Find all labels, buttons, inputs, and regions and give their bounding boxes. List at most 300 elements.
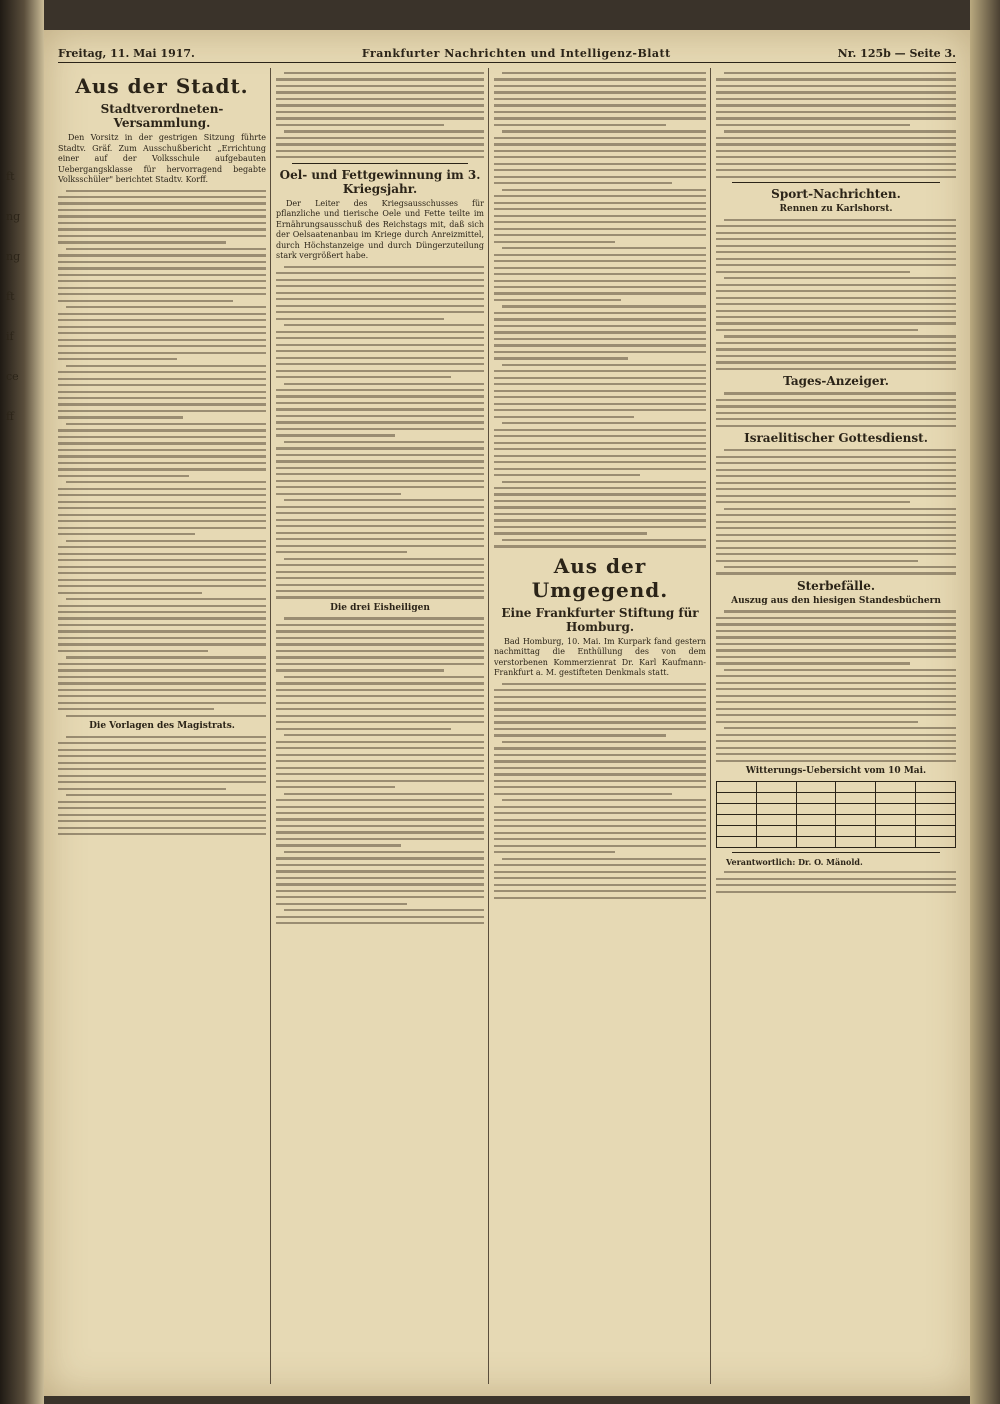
text-line	[276, 532, 484, 534]
text-line	[58, 749, 266, 751]
article-body	[276, 617, 484, 924]
text-line	[58, 814, 266, 816]
text-line	[494, 702, 706, 704]
text-line	[716, 495, 956, 497]
text-line	[66, 598, 266, 600]
text-line	[58, 559, 266, 561]
text-line	[716, 284, 956, 286]
text-line	[502, 741, 706, 743]
text-line	[58, 689, 266, 691]
subhead-oel-fett: Oel- und Fettgewinnung im 3. Kriegsjahr.	[279, 167, 481, 196]
text-line	[716, 740, 956, 742]
text-line	[58, 378, 266, 380]
text-line	[716, 701, 956, 703]
text-line	[494, 890, 706, 892]
text-line	[58, 202, 266, 204]
text-line	[276, 721, 484, 723]
text-line	[494, 773, 706, 775]
gutter-glyph: ff	[6, 410, 14, 423]
sport-subtitle: Rennen zu Karlshorst.	[779, 204, 893, 215]
text-line	[276, 460, 484, 462]
text-line	[276, 305, 484, 307]
text-line	[716, 623, 956, 625]
text-line	[494, 819, 706, 821]
text-line	[276, 624, 484, 626]
text-line	[494, 519, 706, 521]
text-line	[284, 441, 484, 443]
text-line	[58, 682, 266, 684]
text-line	[58, 788, 226, 790]
text-line	[276, 98, 484, 100]
text-line	[58, 801, 266, 803]
text-line	[716, 572, 956, 574]
text-line	[276, 143, 484, 145]
text-line	[276, 350, 484, 352]
subhead-eisheiligen: Die drei Eisheiligen	[330, 602, 430, 613]
text-line	[58, 416, 183, 418]
text-line	[494, 429, 706, 431]
text-line	[716, 245, 956, 247]
text-line	[716, 553, 956, 555]
text-line	[58, 762, 266, 764]
text-line	[716, 534, 956, 536]
text-line	[58, 643, 266, 645]
text-line	[494, 117, 706, 119]
article-body	[58, 736, 266, 835]
text-line	[494, 506, 706, 508]
text-line	[716, 98, 956, 100]
text-line	[276, 434, 395, 436]
text-line	[276, 870, 484, 872]
text-line	[58, 326, 266, 328]
text-line	[494, 377, 706, 379]
text-line	[66, 656, 266, 658]
text-line	[494, 98, 706, 100]
text-line	[494, 202, 706, 204]
text-line	[494, 344, 706, 346]
text-line	[494, 208, 706, 210]
text-line	[58, 228, 266, 230]
text-line	[58, 274, 266, 276]
text-line	[724, 392, 956, 394]
text-line	[276, 630, 484, 632]
text-line	[716, 636, 956, 638]
text-line	[284, 499, 484, 501]
text-line	[58, 585, 266, 587]
text-line	[716, 649, 956, 651]
divider	[732, 852, 940, 853]
text-line	[716, 111, 956, 113]
text-line	[276, 857, 484, 859]
text-line	[66, 306, 266, 308]
text-line	[58, 261, 266, 263]
text-line	[58, 235, 266, 237]
text-line	[716, 560, 918, 562]
text-line	[58, 514, 266, 516]
text-line	[494, 545, 706, 547]
text-line	[58, 501, 266, 503]
text-line	[494, 825, 706, 827]
text-line	[494, 838, 706, 840]
text-line	[58, 546, 266, 548]
text-line	[716, 675, 956, 677]
text-line	[58, 462, 266, 464]
text-line	[494, 715, 706, 717]
text-line	[724, 130, 956, 132]
text-line	[58, 676, 266, 678]
text-line	[276, 493, 401, 495]
text-line	[58, 820, 266, 822]
text-line	[276, 702, 484, 704]
text-line	[58, 630, 266, 632]
text-line	[276, 454, 484, 456]
text-line	[276, 682, 484, 684]
text-line	[724, 277, 956, 279]
text-line	[58, 352, 266, 354]
text-line	[276, 538, 484, 540]
text-line	[494, 760, 706, 762]
text-line	[494, 351, 706, 353]
text-line	[494, 241, 615, 243]
text-line	[276, 590, 484, 592]
text-line	[494, 260, 706, 262]
text-line	[494, 734, 666, 736]
text-line	[716, 258, 956, 260]
text-line	[276, 519, 484, 521]
text-line	[724, 449, 956, 451]
text-line	[494, 215, 706, 217]
text-line	[58, 241, 226, 243]
text-line	[58, 663, 266, 665]
text-line	[724, 566, 956, 568]
text-line	[716, 514, 956, 516]
gutter-glyph: ng	[6, 210, 21, 223]
text-line	[58, 708, 214, 710]
text-line	[58, 384, 266, 386]
text-line	[276, 473, 484, 475]
text-line	[58, 755, 266, 757]
text-line	[58, 624, 266, 626]
text-line	[276, 656, 484, 658]
text-line	[276, 311, 484, 313]
text-line	[58, 397, 266, 399]
text-line	[284, 851, 484, 853]
text-line	[716, 878, 956, 880]
text-line	[276, 838, 484, 840]
text-line	[58, 300, 233, 302]
text-line	[494, 156, 706, 158]
text-line	[494, 176, 706, 178]
text-line	[276, 117, 484, 119]
text-line	[494, 292, 706, 294]
section-title-aus-der-umgegend: Aus der Umgegend.	[531, 553, 669, 602]
text-line	[494, 338, 706, 340]
text-line	[716, 163, 956, 165]
text-line	[494, 871, 706, 873]
text-line	[716, 150, 956, 152]
text-line	[494, 487, 706, 489]
text-line	[276, 825, 484, 827]
text-line	[58, 313, 266, 315]
text-line	[502, 539, 706, 541]
article-intro: Bad Homburg, 10. Mai. Im Kurpark fand gestern nachmittag die Enthüllung des von dem verstorbenen Kommerzienrat Dr. Karl Kaufmann-Frankfurt a. M. gestifteten Denkmals statt.	[494, 636, 706, 678]
text-line	[716, 251, 956, 253]
text-line	[58, 468, 266, 470]
text-line	[502, 683, 706, 685]
text-line	[58, 507, 266, 509]
text-line	[276, 689, 484, 691]
text-line	[58, 527, 266, 529]
text-line	[716, 734, 956, 736]
text-line	[494, 234, 706, 236]
gutter-glyph: ft	[6, 170, 15, 183]
text-line	[276, 467, 484, 469]
text-line	[494, 526, 706, 528]
text-line	[716, 355, 956, 357]
text-line	[494, 143, 706, 145]
text-line	[284, 324, 484, 326]
text-line	[716, 348, 956, 350]
text-line	[494, 721, 706, 723]
text-line	[276, 298, 484, 300]
text-line	[716, 656, 956, 658]
text-line	[494, 163, 706, 165]
text-line	[58, 572, 266, 574]
text-line	[494, 111, 706, 113]
text-line	[58, 617, 266, 619]
text-line	[66, 365, 266, 367]
gottesdienst-title: Israelitischer Gottesdienst.	[744, 431, 928, 446]
text-line	[66, 794, 266, 796]
text-line	[494, 845, 706, 847]
text-line	[716, 361, 956, 363]
text-line	[276, 728, 451, 730]
text-line	[66, 248, 266, 250]
text-line	[716, 540, 956, 542]
sterbefaelle-title: Sterbefälle.	[796, 578, 876, 593]
text-line	[716, 617, 956, 619]
text-line	[502, 858, 706, 860]
text-line	[276, 896, 484, 898]
text-line	[502, 247, 706, 249]
text-line	[276, 883, 484, 885]
text-line	[276, 767, 484, 769]
text-line	[276, 571, 484, 573]
subhead-stiftung-homburg: Eine Frankfurter Stiftung für Homburg.	[501, 605, 699, 634]
text-line	[66, 481, 266, 483]
text-line	[494, 228, 706, 230]
text-line	[58, 403, 266, 405]
text-line	[58, 827, 266, 829]
article-body	[276, 266, 484, 599]
text-line	[494, 169, 706, 171]
gottesdienst-body	[716, 449, 956, 574]
text-line	[494, 708, 706, 710]
text-line	[284, 130, 484, 132]
text-line	[716, 91, 956, 93]
column-2	[276, 68, 484, 1384]
text-line	[716, 225, 956, 227]
text-line	[494, 851, 615, 853]
text-line	[494, 299, 621, 301]
text-line	[276, 708, 484, 710]
text-line	[502, 72, 706, 74]
text-line	[724, 669, 956, 671]
text-line	[494, 513, 706, 515]
text-line	[276, 525, 484, 527]
text-line	[284, 383, 484, 385]
text-line	[716, 475, 956, 477]
text-line	[494, 195, 706, 197]
text-line	[716, 714, 956, 716]
text-line	[58, 637, 266, 639]
text-line	[276, 156, 484, 158]
text-line	[58, 293, 266, 295]
section-title-aus-der-stadt: Aus der Stadt.	[75, 74, 249, 98]
column-rule	[270, 68, 271, 1384]
divider	[732, 182, 940, 183]
text-line	[724, 610, 956, 612]
column-rule	[488, 68, 489, 1384]
text-line	[276, 922, 484, 924]
text-line	[58, 455, 266, 457]
text-line	[66, 736, 266, 738]
text-line	[276, 786, 395, 788]
text-line	[276, 818, 484, 820]
text-line	[58, 254, 266, 256]
text-line	[276, 279, 484, 281]
text-line	[276, 577, 484, 579]
tages-anzeiger-body	[716, 392, 956, 427]
text-line	[716, 290, 956, 292]
text-line	[284, 676, 484, 678]
text-line	[66, 423, 266, 425]
text-line	[58, 781, 266, 783]
text-line	[276, 292, 484, 294]
divider	[292, 163, 468, 164]
text-line	[58, 488, 266, 490]
text-line	[276, 395, 484, 397]
text-line	[276, 551, 407, 553]
text-line	[276, 545, 484, 547]
text-line	[716, 469, 956, 471]
text-line	[716, 271, 910, 273]
text-line	[276, 695, 484, 697]
subhead-stadtverordneten: Stadtverordneten-Versammlung.	[100, 102, 224, 130]
text-line	[494, 812, 706, 814]
sport-results	[716, 219, 956, 370]
text-line	[716, 695, 956, 697]
text-line	[494, 793, 672, 795]
text-line	[58, 429, 266, 431]
text-line	[58, 319, 266, 321]
text-line	[58, 592, 202, 594]
text-line	[284, 617, 484, 619]
text-line	[716, 753, 956, 755]
text-line	[494, 104, 706, 106]
text-line	[494, 273, 706, 275]
text-line	[716, 232, 956, 234]
text-line	[276, 428, 484, 430]
newspaper-page	[44, 30, 970, 1396]
text-line	[58, 650, 208, 652]
subhead-vorlagen: Die Vorlagen des Magistrats.	[89, 721, 235, 732]
text-line	[276, 357, 484, 359]
text-line	[716, 521, 956, 523]
text-line	[716, 316, 956, 318]
text-line	[58, 579, 266, 581]
text-line	[58, 702, 266, 704]
text-line	[494, 318, 706, 320]
text-line	[494, 500, 706, 502]
text-line	[276, 85, 484, 87]
text-line	[58, 371, 266, 373]
text-line	[716, 412, 956, 414]
column-rule	[710, 68, 711, 1384]
text-line	[276, 421, 484, 423]
text-line	[494, 403, 706, 405]
text-line	[58, 442, 266, 444]
text-line	[58, 520, 266, 522]
text-line	[724, 335, 956, 337]
text-line	[58, 553, 266, 555]
article-body	[276, 72, 484, 158]
text-line	[716, 405, 956, 407]
text-line	[276, 877, 484, 879]
text-line	[716, 342, 956, 344]
text-line	[716, 456, 956, 458]
text-line	[716, 527, 956, 529]
text-line	[494, 532, 647, 534]
text-line	[502, 364, 706, 366]
text-line	[58, 695, 266, 697]
text-line	[716, 169, 956, 171]
text-line	[284, 793, 484, 795]
text-line	[58, 611, 266, 613]
text-line	[494, 455, 706, 457]
text-line	[58, 742, 266, 744]
text-line	[58, 332, 266, 334]
article-intro: Den Vorsitz in der gestrigen Sitzung führte Stadtv. Gräf. Zum Ausschußbericht „Errichtung einer auf der Volksschule aufgebauten Uebergangsklasse für hervorragend begabte Volksschüler" berichtet Stadtv. Korff.	[58, 133, 266, 184]
text-line	[58, 669, 266, 671]
text-line	[276, 890, 484, 892]
text-line	[58, 287, 266, 289]
text-line	[724, 508, 956, 510]
text-line	[276, 408, 484, 410]
text-line	[276, 344, 484, 346]
text-line	[58, 494, 266, 496]
page-header	[58, 44, 956, 63]
text-line	[58, 833, 266, 835]
text-line	[276, 916, 484, 918]
text-line	[494, 280, 706, 282]
text-line	[716, 662, 910, 664]
text-line	[494, 182, 672, 184]
text-line	[716, 322, 956, 324]
text-line	[716, 643, 956, 645]
text-line	[494, 780, 706, 782]
text-line	[276, 596, 484, 598]
text-line	[716, 462, 956, 464]
text-line	[494, 877, 706, 879]
text-line	[494, 409, 706, 411]
text-line	[716, 156, 956, 158]
text-line	[276, 402, 484, 404]
text-line	[276, 376, 451, 378]
text-line	[724, 727, 956, 729]
text-line	[276, 741, 484, 743]
text-line	[716, 399, 956, 401]
